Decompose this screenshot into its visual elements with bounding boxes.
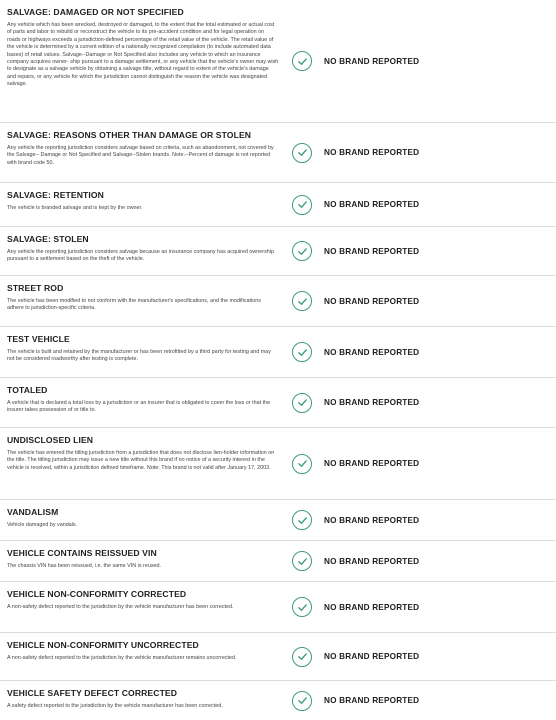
brand-description: A non-safety defect reported to the jurisdiction by the vehicle manufacturer remains uncorrected. — [7, 655, 237, 661]
brand-description: A safety defect reported to the jurisdiction by the vehicle manufacturer has been corrected. — [7, 703, 223, 709]
status-label: NO BRAND REPORTED — [324, 602, 420, 612]
status-label: NO BRAND REPORTED — [324, 398, 420, 407]
brand-row-salvage-retention — [0, 183, 556, 227]
brand-description: The vehicle is built and retained by the manufacturer or has been retrofitted by a third party for testing and may not be considered roadworthy after testing is complete. — [7, 349, 271, 363]
brand-description: The vehicle has entered the titling jurisdiction from a jurisdiction that does not disclose lien-holder information on the title. The titling jurisdiction may issue a new title without this brand if no notice of a security interest in the vehicle is received, within a jurisdiction defined timeframe. Note: This brand is not valid after January 17, 2003. — [7, 450, 275, 471]
brand-status — [292, 195, 419, 215]
brand-row-totaled — [0, 378, 556, 428]
brand-title: VEHICLE NON-CONFORMITY CORRECTED — [7, 589, 187, 599]
brand-title: SALVAGE: DAMAGED OR NOT SPECIFIED — [7, 7, 184, 17]
brand-description: The chassis VIN has been reissued, i.e. the same VIN is reused. — [7, 563, 162, 569]
brand-title: UNDISCLOSED LIEN — [7, 435, 94, 445]
brand-status — [292, 454, 419, 474]
brand-row-street-rod — [0, 276, 556, 327]
check-circle-icon — [292, 195, 312, 215]
brand-title: STREET ROD — [7, 283, 64, 293]
status-label: NO BRAND REPORTED — [324, 148, 420, 157]
brand-row-salvage-stolen — [0, 227, 556, 276]
brand-status — [292, 551, 419, 571]
check-circle-icon — [292, 51, 312, 71]
brand-row-salvage-other — [0, 123, 556, 183]
brand-title: TEST VEHICLE — [7, 334, 70, 344]
status-label: NO BRAND REPORTED — [324, 296, 420, 306]
brand-row-vandalism — [0, 500, 556, 541]
status-label: NO BRAND REPORTED — [324, 515, 420, 525]
brand-title: SALVAGE: REASONS OTHER THAN DAMAGE OR STOLEN — [7, 130, 252, 140]
brand-status — [292, 291, 419, 311]
status-label: NO BRAND REPORTED — [324, 246, 420, 256]
brand-description: Any vehicle which has been wrecked, destroyed or damaged, to the extent that the total estimated or actual cost of parts and labor to rebuild or reconstruct the vehicle to its pre-accident condition and for legal operation on roads or highways exceeds a jurisdiction-defined percentage of the retail value of the vehicle. The retail value of the vehicle is determined by a current edition of a nationally recognized compilation (to include automated data bases) of retail values. Salvage--Damage or Not Specified also includes any vehicle to which an insurance company acquires owner- ship pursuant to a damage settlement, or any vehicle that the vehicle's owner may wish to designate as a salvage vehicle by obtaining a salvage title, without regard to extent of the vehicle's damage and repairs, or any vehicle for which the jurisdiction cannot distinguish the reason the vehicle was designated salvage. — [7, 22, 279, 88]
check-circle-icon — [292, 510, 312, 530]
brand-row-salvage-damaged — [0, 0, 556, 123]
brand-status — [292, 510, 419, 530]
brand-title: VANDALISM — [7, 507, 59, 517]
brand-row-safety-defect-corrected — [0, 681, 556, 720]
check-circle-icon — [292, 454, 312, 474]
check-circle-icon — [292, 691, 312, 711]
brand-title: VEHICLE NON-CONFORMITY UNCORRECTED — [7, 640, 199, 650]
brand-status — [292, 241, 419, 261]
status-label: NO BRAND REPORTED — [324, 459, 420, 468]
brand-description: Vehicle damaged by vandals. — [7, 522, 78, 528]
status-label: NO BRAND REPORTED — [324, 696, 420, 705]
brand-row-undisclosed-lien — [0, 428, 556, 500]
brand-title: VEHICLE CONTAINS REISSUED VIN — [7, 548, 157, 558]
brand-title: VEHICLE SAFETY DEFECT CORRECTED — [7, 688, 178, 698]
check-circle-icon — [292, 291, 312, 311]
check-circle-icon — [292, 647, 312, 667]
brand-status — [292, 393, 419, 413]
brand-title: SALVAGE: RETENTION — [7, 190, 104, 200]
status-label: NO BRAND REPORTED — [324, 56, 420, 66]
check-circle-icon — [292, 597, 312, 617]
status-label: NO BRAND REPORTED — [324, 347, 420, 357]
brand-description: Any vehicle the reporting jurisdiction considers salvage because an insurance company has acquired ownership pursuant to a settlement based on the theft of the vehicle. — [7, 249, 274, 263]
brand-status — [292, 691, 419, 711]
check-circle-icon — [292, 393, 312, 413]
brand-description: The vehicle is branded salvage and is kept by the owner. — [7, 205, 143, 211]
brand-status — [292, 647, 419, 667]
brand-row-non-conformity-uncorrected — [0, 633, 556, 681]
brand-status — [292, 51, 419, 71]
brand-title: TOTALED — [7, 385, 48, 395]
brand-description: A vehicle that is declared a total loss by a jurisdiction or an insurer that is obligated to cover the loss or that the insurer takes possession of or title to. — [7, 400, 271, 414]
brand-description: A non-safety defect reported to the jurisdiction by the vehicle manufacturer has been corrected. — [7, 604, 234, 610]
brand-description: The vehicle has been modified to not conform with the manufacturer's specifications, and the modifications adhere to jurisdiction-specific criteria. — [7, 298, 261, 312]
check-circle-icon — [292, 143, 312, 163]
check-circle-icon — [292, 551, 312, 571]
brand-status — [292, 143, 419, 163]
brand-title: SALVAGE: STOLEN — [7, 234, 89, 244]
status-label: NO BRAND REPORTED — [324, 200, 420, 209]
brand-row-reissued-vin — [0, 541, 556, 582]
brand-row-test-vehicle — [0, 327, 556, 378]
status-label: NO BRAND REPORTED — [324, 652, 420, 661]
brand-description: Any vehicle the reporting jurisdiction considers salvage based on criteria, such as abandonment, not covered by the Salvage-- Damage or Not Specified and Salvage--Stolen brands. Note.--Percent of damage is not reported with brand code 50. — [7, 145, 274, 166]
brand-status — [292, 597, 419, 617]
brand-status — [292, 342, 419, 362]
check-circle-icon — [292, 241, 312, 261]
brand-row-non-conformity-corrected — [0, 582, 556, 633]
status-label: NO BRAND REPORTED — [324, 556, 420, 566]
check-circle-icon — [292, 342, 312, 362]
